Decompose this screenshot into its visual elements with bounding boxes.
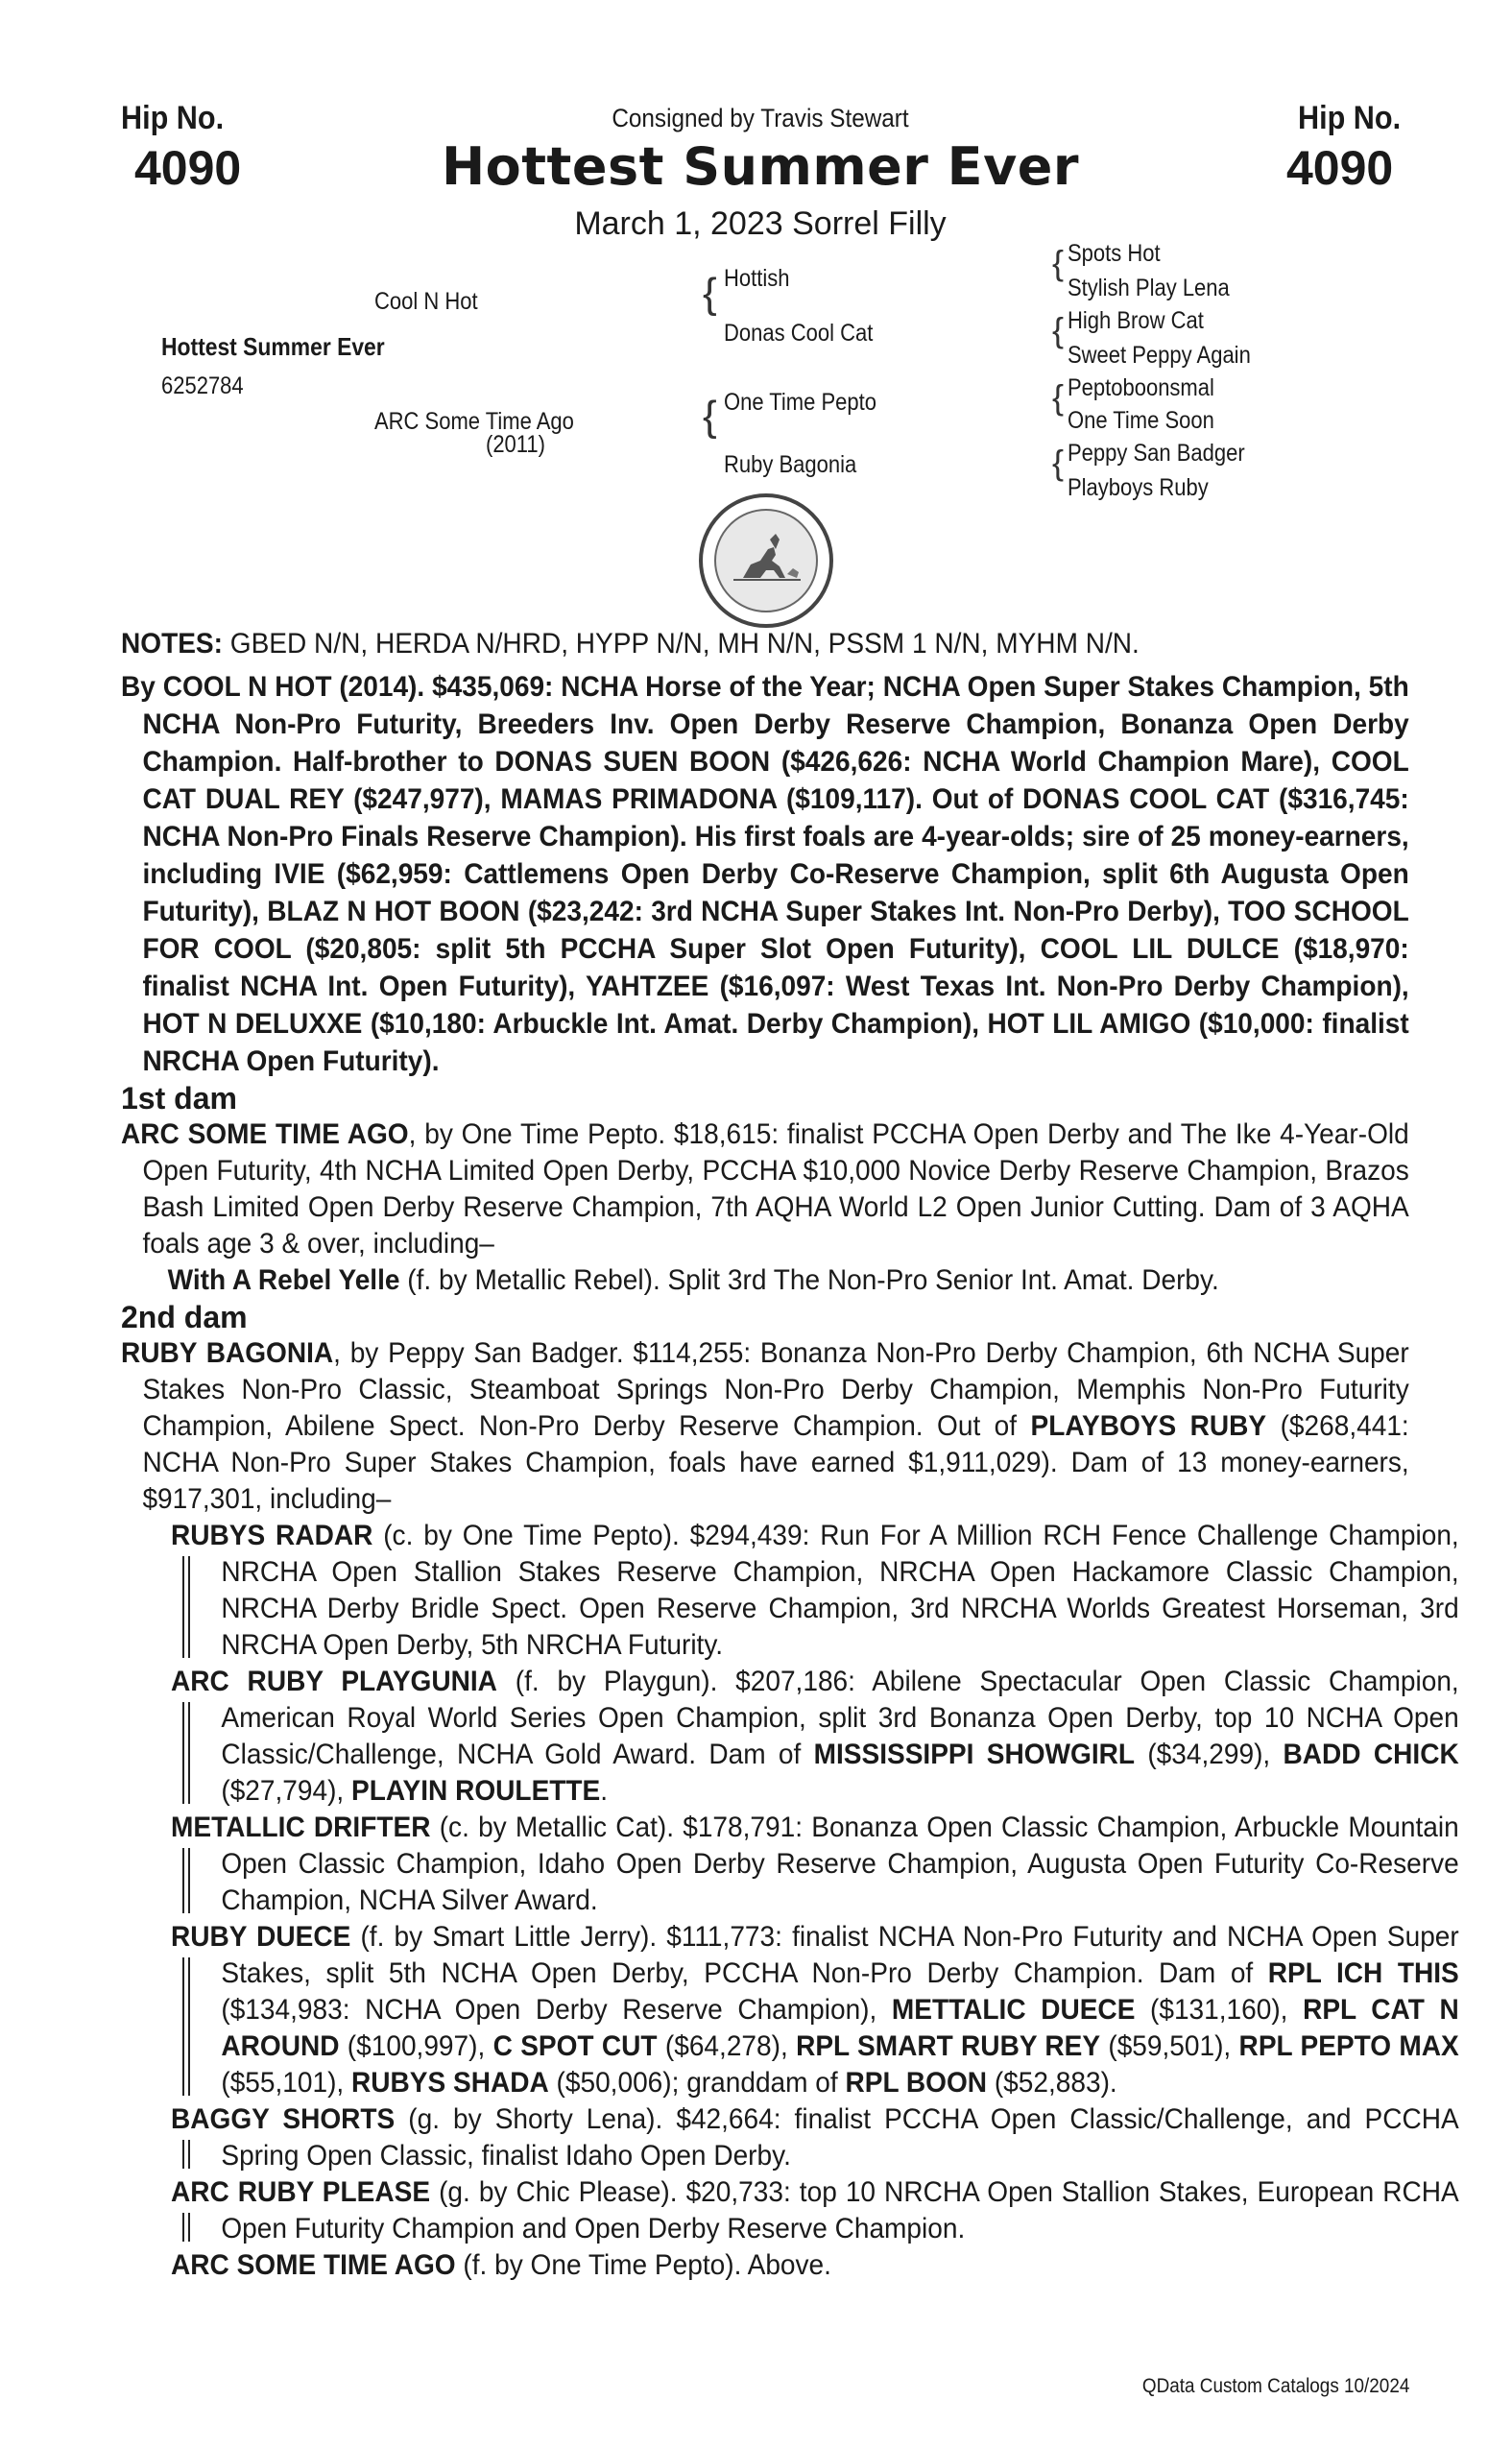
produce-detail: (f. by Smart Little Jerry). $111,773: finalist NCHA Non-Pro Futurity and NCHA Open Super Stakes, split 5th NCHA Open Derby, PCCHA Non-Pro Derby Champion. Dam of bbox=[221, 1921, 1459, 1989]
produce-entry bbox=[171, 2174, 1459, 2247]
first-dam-produce-text: (f. by Metallic Rebel). Split 3rd The Non-Pro Senior Int. Amat. Derby. bbox=[399, 1264, 1219, 1296]
brace-dam: { bbox=[703, 393, 717, 440]
offspring-detail: ($100,997), bbox=[339, 2030, 493, 2062]
sire-paragraph: By COOL N HOT (2014). $435,069: NCHA Horse of the Year; NCHA Open Super Stakes Champion, 5th NCHA Non-Pro Futurity, Breeders Inv. Open Derby Reserve Champion, Bonanza Open Derby Champion. Half-brother to DONAS SUEN BOON ($426,626: NCHA World Champion Mare), COOL CAT DUAL REY ($247,977), MAMAS PRIMADONA ($109,117). Out of DONAS COOL CAT ($316,745: NCHA Non-Pro Finals Reserve Champion). His first foals are 4-year-olds; sire of 25 money-earners, including IVIE ($62,959: Cattlemens Open Derby Co-Reserve Champion, split 6th Augusta Open Futurity), BLAZ N HOT BOON ($23,242: 3rd NCHA Super Stakes Int. Non-Pro Derby), TOO SCHOOL FOR COOL ($20,805: split 5th PCCHA Super Slot Open Futurity), COOL LIL DULCE ($18,970: finalist NCHA Int. Open Futurity), YAHTZEE ($16,097: West Texas Int. Non-Pro Derby Champion), HOT N DELUXXE ($10,180: Arbuckle Int. Amat. Derby Champion), HOT LIL AMIGO ($10,000: finalist NRCHA Open Futurity). bbox=[121, 671, 1409, 1077]
first-dam-produce-name: With A Rebel Yelle bbox=[167, 1264, 400, 1296]
offspring-detail: ($50,006); granddam of bbox=[548, 2067, 846, 2099]
offspring-name: BADD CHICK bbox=[1283, 1739, 1459, 1770]
first-dam-heading: 1st dam bbox=[121, 1081, 237, 1116]
footer-credit: QData Custom Catalogs 10/2024 bbox=[1141, 2375, 1409, 2397]
offspring-detail: ($55,101), bbox=[221, 2067, 352, 2099]
produce-name: ARC SOME TIME AGO bbox=[171, 2249, 456, 2281]
offspring-detail: ($52,883). bbox=[987, 2067, 1117, 2099]
produce-text bbox=[171, 1810, 1459, 1919]
registration-number: 6252784 bbox=[161, 372, 244, 399]
produce-detail: (g. by Shorty Lena). $42,664: finalist PCCHA Open Classic/Challenge, and PCCHA Spring Open Classic, finalist Idaho Open Derby. bbox=[221, 2103, 1459, 2172]
pedigree-sire-dam: Donas Cool Cat bbox=[724, 320, 874, 347]
notes-label: NOTES: bbox=[121, 628, 223, 660]
produce-text bbox=[171, 2174, 1459, 2247]
horse-name-title: Hottest Summer Ever bbox=[441, 136, 1080, 197]
produce-detail: (g. by Chic Please). $20,733: top 10 NRCHA Open Stallion Stakes, European RCHA Open Futurity Champion and Open Derby Reserve Champion. bbox=[221, 2176, 1459, 2244]
offspring-detail: ($34,299), bbox=[1135, 1739, 1284, 1770]
produce-entry bbox=[171, 2247, 1409, 2284]
brace-g1: { bbox=[1052, 243, 1065, 282]
offspring-detail: . bbox=[600, 1775, 609, 1807]
produce-entry bbox=[171, 1518, 1459, 1664]
hip-label-left: Hip No. bbox=[121, 100, 225, 136]
offspring-detail: ($134,983: NCHA Open Derby Reserve Champion), bbox=[221, 1994, 892, 2026]
produce-detail: (f. by Playgun). $207,186: Abilene Spectacular Open Classic Champion, American Royal World Series Open Champion, split 3rd Bonanza Open Derby, top 10 NCHA Open Classic/Challenge, NCHA Gold Award. Dam of bbox=[221, 1666, 1459, 1770]
offspring-name: PLAYIN ROULETTE bbox=[351, 1775, 601, 1807]
produce-entry bbox=[171, 1919, 1459, 2101]
seal-horse-icon bbox=[714, 509, 818, 612]
produce-name: ARC RUBY PLAYGUNIA bbox=[171, 1666, 497, 1697]
first-dam-name: ARC SOME TIME AGO bbox=[121, 1118, 409, 1150]
second-dam-dam-name: PLAYBOYS RUBY bbox=[1030, 1410, 1267, 1442]
pedigree-g1: Spots Hot bbox=[1068, 240, 1161, 267]
produce-detail: (f. by One Time Pepto). Above. bbox=[455, 2249, 831, 2281]
offspring-name: MISSISSIPPI SHOWGIRL bbox=[813, 1739, 1136, 1770]
offspring-name: METTALIC DUECE bbox=[891, 1994, 1136, 2026]
produce-name: ARC RUBY PLEASE bbox=[171, 2176, 431, 2208]
pedigree-g4: Sweet Peppy Again bbox=[1068, 342, 1251, 369]
produce-name: RUBYS RADAR bbox=[171, 1520, 373, 1551]
pedigree-g8: Playboys Ruby bbox=[1068, 474, 1209, 501]
second-dam-name: RUBY BAGONIA bbox=[121, 1337, 334, 1369]
pedigree-dam: ARC Some Time Ago bbox=[374, 408, 574, 435]
first-dam-paragraph bbox=[121, 1116, 1409, 1262]
produce-text bbox=[171, 1919, 1459, 2101]
produce-name: BAGGY SHORTS bbox=[171, 2103, 396, 2135]
hip-number-left: 4090 bbox=[134, 141, 242, 195]
pedigree-g5: Peptoboonsmal bbox=[1068, 374, 1214, 401]
produce-text bbox=[171, 1518, 1459, 1664]
first-dam-produce bbox=[121, 1262, 1409, 1299]
pedigree-g7: Peppy San Badger bbox=[1068, 440, 1245, 467]
consignor: Consigned by Travis Stewart bbox=[612, 104, 909, 132]
notes-line bbox=[121, 626, 1409, 662]
produce-detail: (c. by Metallic Cat). $178,791: Bonanza Open Classic Champion, Arbuckle Mountain Open Classic Champion, Idaho Open Derby Reserve Champion, Augusta Open Futurity Co-Reserve Champion, NCHA Silver Award. bbox=[221, 1812, 1459, 1916]
pedigree-dam-year: (2011) bbox=[486, 431, 545, 458]
produce-entry bbox=[171, 1664, 1459, 1810]
offspring-detail: ($59,501), bbox=[1100, 2030, 1239, 2062]
offspring-detail: ($64,278), bbox=[657, 2030, 797, 2062]
ncha-seal-logo bbox=[699, 493, 833, 628]
hip-label-right: Hip No. bbox=[1298, 100, 1402, 136]
offspring-name: RUBYS SHADA bbox=[351, 2067, 549, 2099]
second-dam-text-2: ($268,441: NCHA Non-Pro Super Stakes Champion, foals have earned $1,911,029). Dam of 13 money-earners, $917,301, including– bbox=[142, 1410, 1409, 1515]
second-dam-text-1: , by Peppy San Badger. $114,255: Bonanza Non-Pro Derby Champion, 6th NCHA Super Stakes Non-Pro Classic, Steamboat Springs Non-Pro Derby Champion, Memphis Non-Pro Futurity Champion, Abilene Spect. Non-Pro Derby Reserve Champion. Out of bbox=[142, 1337, 1409, 1442]
pedigree-g6: One Time Soon bbox=[1068, 407, 1214, 434]
offspring-name: RPL SMART RUBY REY bbox=[796, 2030, 1101, 2062]
second-dam-heading: 2nd dam bbox=[121, 1300, 248, 1334]
produce-entry bbox=[171, 2101, 1459, 2174]
pedigree-g2: Stylish Play Lena bbox=[1068, 275, 1230, 301]
produce-text bbox=[171, 2247, 1459, 2284]
offspring-detail: ($27,794), bbox=[221, 1775, 352, 1807]
pedigree-subject: Hottest Summer Ever bbox=[161, 332, 385, 361]
brace-g7: { bbox=[1052, 443, 1065, 482]
pedigree-sire: Cool N Hot bbox=[374, 288, 478, 315]
brace-g3: { bbox=[1052, 310, 1065, 349]
produce-text bbox=[171, 1664, 1459, 1810]
second-dam-paragraph bbox=[121, 1335, 1409, 1518]
pedigree-g3: High Brow Cat bbox=[1068, 307, 1204, 334]
produce-text bbox=[171, 2101, 1459, 2174]
pedigree-dam-sire: One Time Pepto bbox=[724, 389, 876, 416]
produce-name: RUBY DUECE bbox=[171, 1921, 351, 1953]
offspring-name: RPL PEPTO MAX bbox=[1238, 2030, 1459, 2062]
birth-info: March 1, 2023 Sorrel Filly bbox=[574, 205, 947, 242]
offspring-name: C SPOT CUT bbox=[492, 2030, 658, 2062]
pedigree-sire-sire: Hottish bbox=[724, 265, 790, 292]
brace-g5: { bbox=[1052, 377, 1065, 417]
brace-sire: { bbox=[703, 270, 717, 317]
catalog-body bbox=[121, 626, 1459, 2284]
produce-name: METALLIC DRIFTER bbox=[171, 1812, 431, 1843]
offspring-name: RPL ICH THIS bbox=[1267, 1957, 1459, 1989]
produce-detail: (c. by One Time Pepto). $294,439: Run For A Million RCH Fence Challenge Champion, NRCHA Open Stallion Stakes Reserve Champion, NRCHA Open Hackamore Classic Champion, NRCHA Derby Bridle Spect. Open Reserve Champion, 3rd NRCHA Worlds Greatest Horseman, 3rd NRCHA Open Derby, 5th NRCHA Futurity. bbox=[221, 1520, 1459, 1661]
offspring-name: RPL BOON bbox=[845, 2067, 988, 2099]
hip-number-right: 4090 bbox=[1286, 141, 1394, 195]
pedigree-dam-dam: Ruby Bagonia bbox=[724, 451, 857, 478]
first-dam-text: , by One Time Pepto. $18,615: finalist PCCHA Open Derby and The Ike 4-Year-Old Open Futurity, 4th NCHA Limited Open Derby, PCCHA $10,000 Novice Derby Reserve Champion, Brazos Bash Limited Open Derby Reserve Champion, 7th AQHA World L2 Open Junior Cutting. Dam of 3 AQHA foals age 3 & over, including– bbox=[142, 1118, 1409, 1260]
offspring-name: RPL CAT N AROUND bbox=[221, 1994, 1459, 2062]
produce-entry bbox=[171, 1810, 1459, 1919]
offspring-detail: ($131,160), bbox=[1135, 1994, 1304, 2026]
notes-text: GBED N/N, HERDA N/HRD, HYPP N/N, MH N/N, PSSM 1 N/N, MYHM N/N. bbox=[222, 628, 1140, 660]
